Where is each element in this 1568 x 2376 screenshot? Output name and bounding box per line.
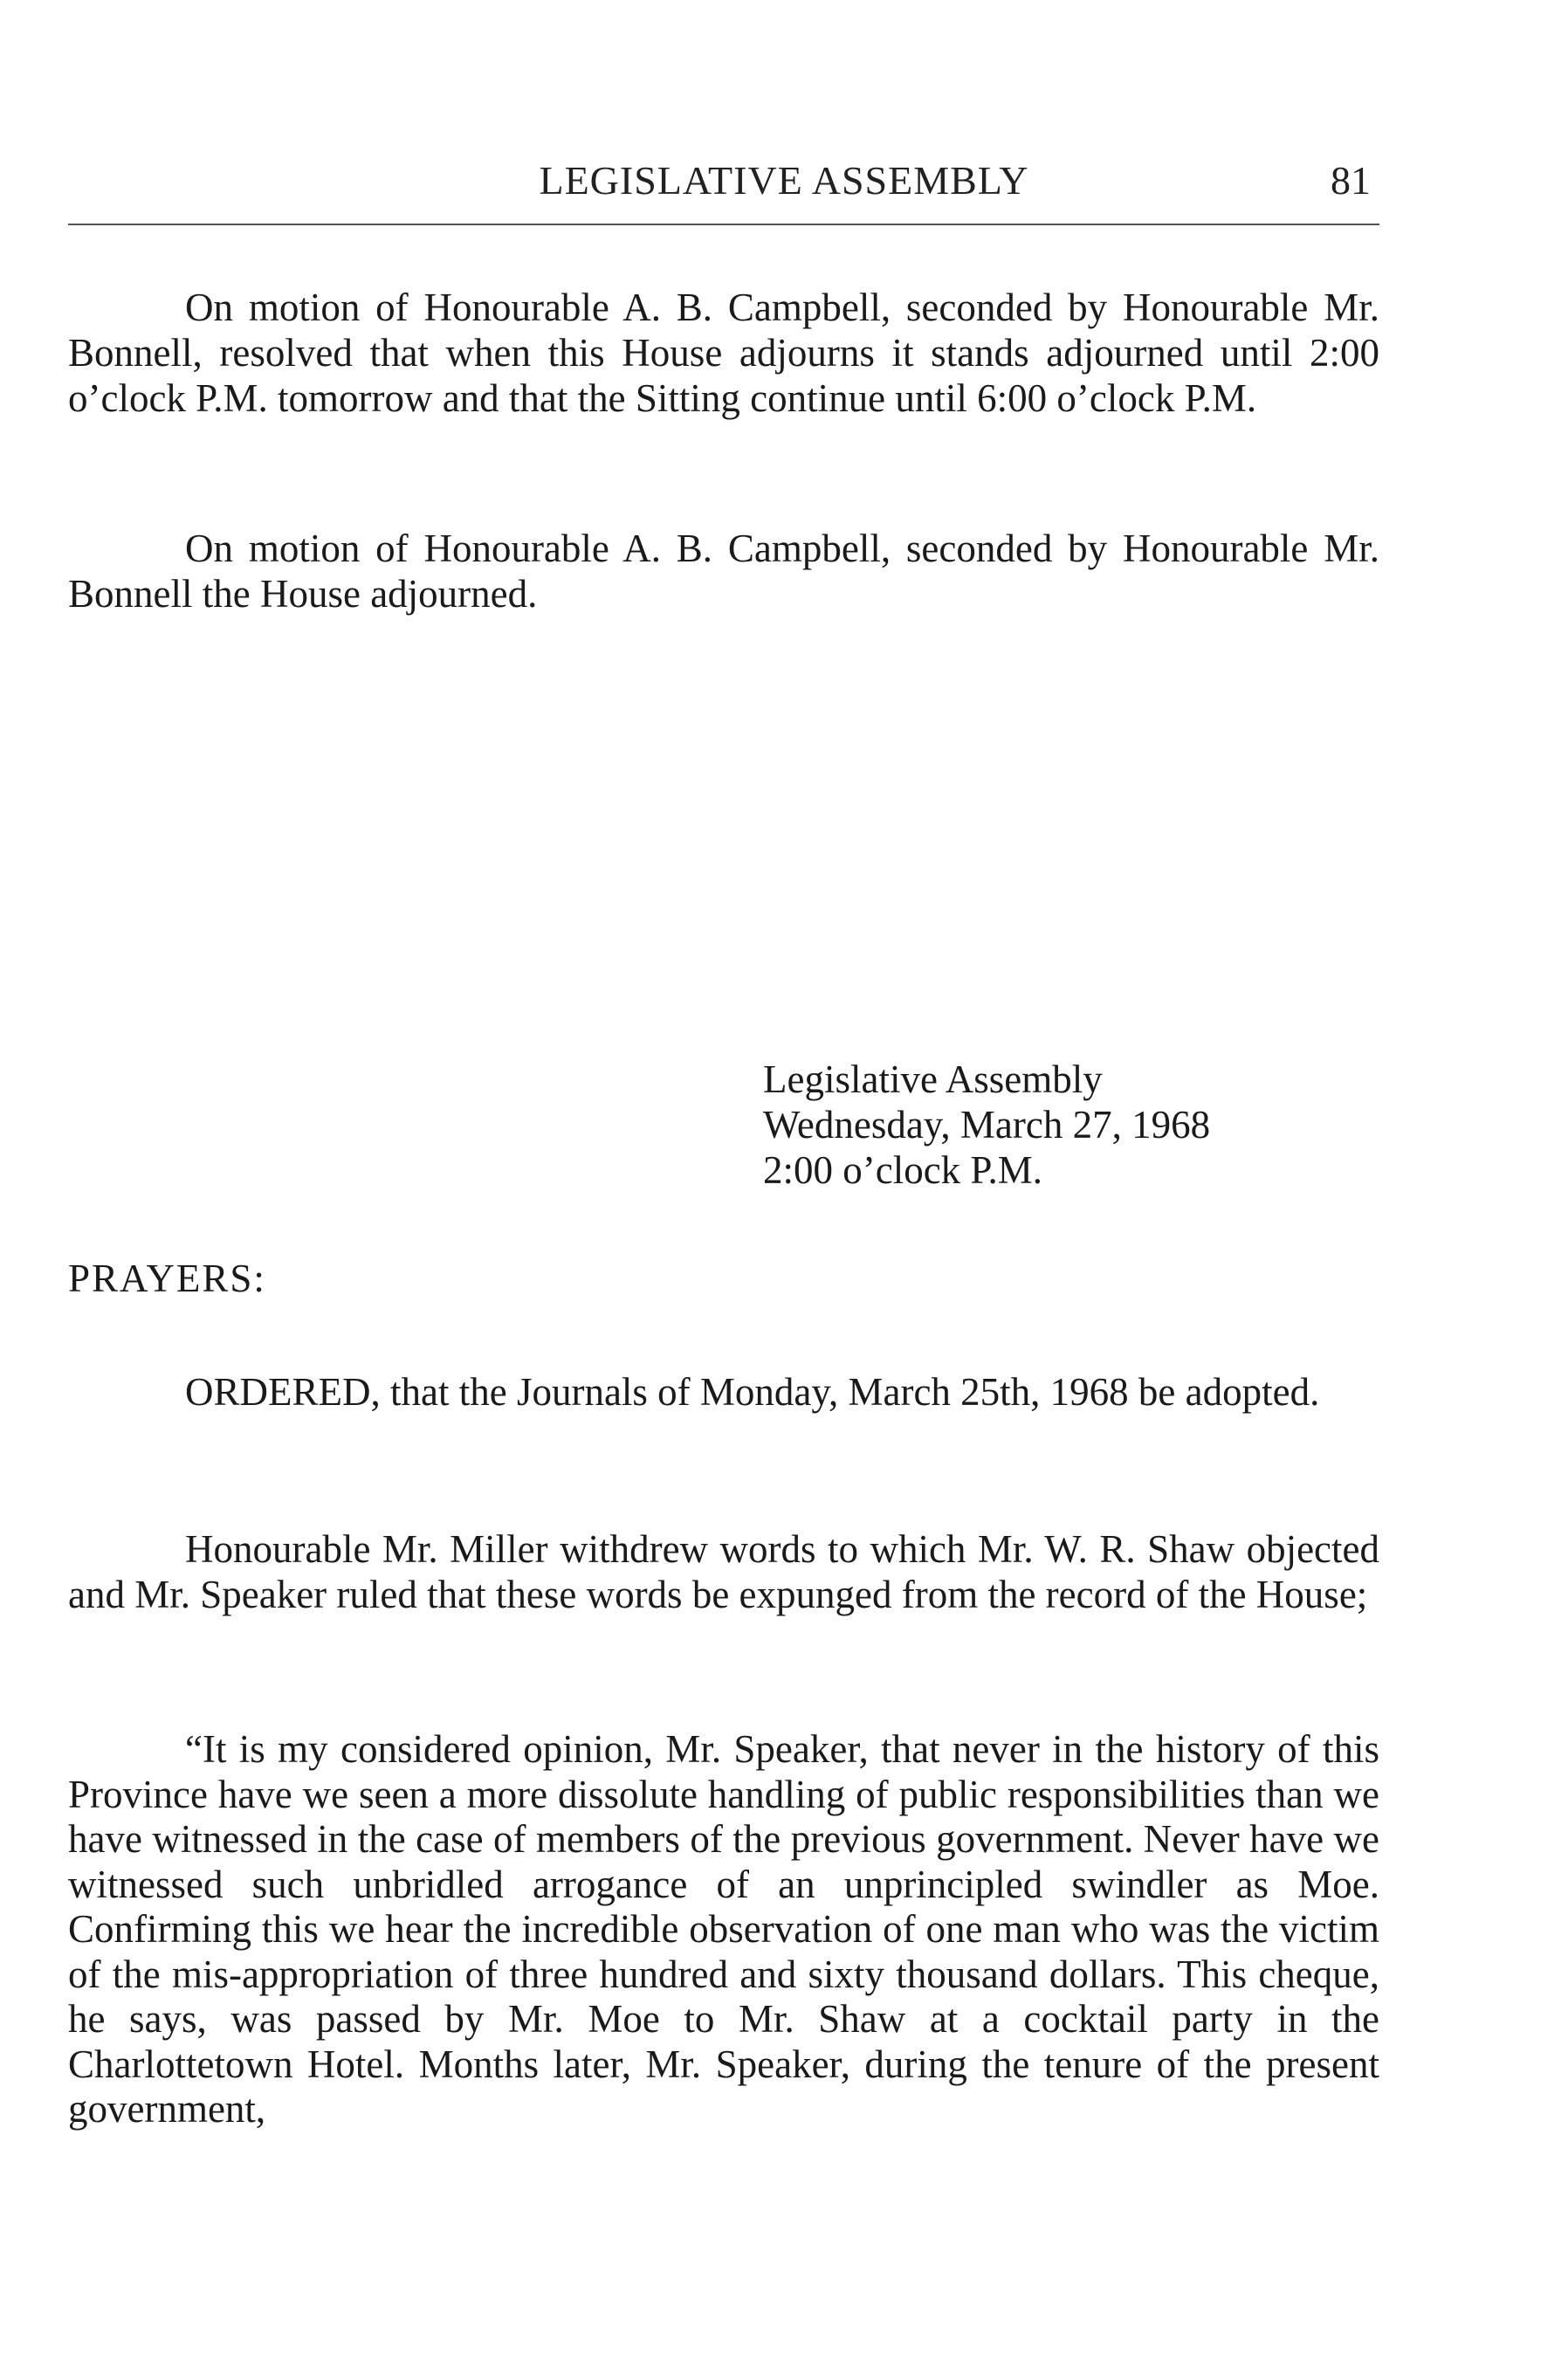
sitting-body: Legislative Assembly xyxy=(763,1057,1103,1101)
paragraph-text: “It is my considered opinion, Mr. Speaker, that never in the history of this Province have we seen a more dissolute handling of public responsibilities than we have witnessed in the case of members of the previous government. Never have we witnessed such unbridled arrogance of an unprincipled swindler as Moe. Confirming this we hear the incredible observation of one man who was the victim of the mis-appropriation of three hundred and sixty thousand dollars. This cheque, he says, was passed by Mr. Moe to Mr. Shaw at a cocktail party in the Charlottetown Hotel. Months later, Mr. Speaker, during the tenure of the present government, xyxy=(68,1727,1379,2131)
prayers-heading: PRAYERS: xyxy=(68,1257,266,1300)
paragraph-text: On motion of Honourable A. B. Campbell, seconded by Honourable Mr. Bonnell the House adjourned. xyxy=(68,527,1379,616)
quoted-statement-paragraph xyxy=(68,1727,1379,2132)
paragraph-text: Honourable Mr. Miller withdrew words to which Mr. W. R. Shaw objected and Mr. Speaker ruled that these words be expunged from the record of the House; xyxy=(68,1527,1379,1616)
paragraph-text: On motion of Honourable A. B. Campbell, seconded by Honourable Mr. Bonnell, resolved that when this House adjourns it stands adjourned until 2:00 o’clock P.M. tomorrow and that the Sitting continue until 6:00 o’clock P.M. xyxy=(68,286,1379,420)
running-header-title: LEGISLATIVE ASSEMBLY xyxy=(539,158,1029,203)
sitting-heading xyxy=(763,1057,1210,1193)
withdrawal-paragraph xyxy=(68,1526,1379,1617)
page-number: 81 xyxy=(1331,158,1371,203)
motion-paragraph-adjournment-time xyxy=(68,285,1379,421)
header-rule xyxy=(68,224,1379,225)
motion-paragraph-house-adjourned xyxy=(68,526,1379,616)
ordered-paragraph xyxy=(68,1369,1379,1415)
paragraph-text: ORDERED, that the Journals of Monday, March 25th, 1968 be adopted. xyxy=(185,1370,1320,1414)
sitting-time: 2:00 o’clock P.M. xyxy=(763,1148,1042,1192)
sitting-date: Wednesday, March 27, 1968 xyxy=(763,1103,1211,1147)
